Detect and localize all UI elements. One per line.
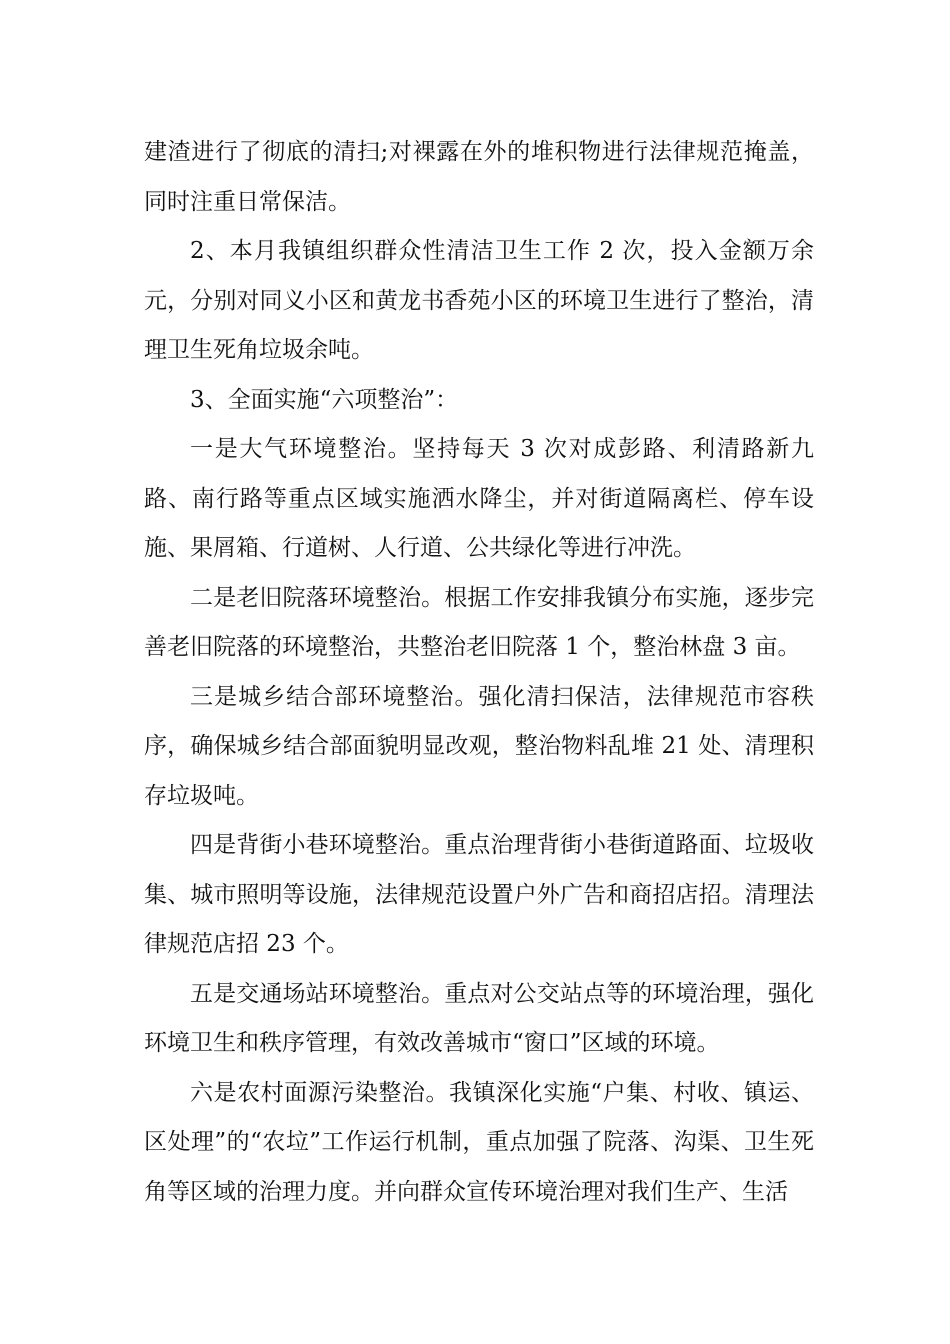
paragraph-old-courtyards: 二是老旧院落环境整治。根据工作安排我镇分布实施，逐步完善老旧院落的环境整治，共整治老旧院落 1 个，整治林盘 3 亩。	[144, 584, 814, 660]
paragraph-air-environment: 一是大气环境整治。坚持每天 3 次对成彭路、利清路新九路、南行路等重点区域实施洒水降尘，并对街道隔离栏、停车设施、果屑箱、行道树、人行道、公共绿化等进行冲洗。	[144, 436, 814, 561]
document-body	[144, 128, 814, 1217]
paragraph-item-3-heading: 3、全面实施“六项整治”：	[190, 386, 459, 413]
paragraph-item-2: 2、本月我镇组织群众性清洁卫生工作 2 次，投入金额万余元，分别对同义小区和黄龙书香苑小区的环境卫生进行了整治，清理卫生死角垃圾余吨。	[144, 238, 814, 363]
paragraph-rural-pollution: 六是农村面源污染整治。我镇深化实施“户集、村收、镇运、区处理”的“农垃”工作运行机制，重点加强了院落、沟渠、卫生死角等区域的治理力度。并向群众宣传环境治理对我们生产、生活	[144, 1079, 814, 1205]
paragraph-urban-rural-fringe: 三是城乡结合部环境整治。强化清扫保洁，法律规范市容秩序，确保城乡结合部面貌明显改观，整治物料乱堆 21 处、清理积存垃圾吨。	[144, 683, 814, 809]
paragraph-continuation: 建渣进行了彻底的清扫;对裸露在外的堆积物进行法律规范掩盖，同时注重日常保洁。	[144, 139, 814, 215]
paragraph-transport-stations: 五是交通场站环境整治。重点对公交站点等的环境治理，强化环境卫生和秩序管理，有效改善城市“窗口”区域的环境。	[144, 980, 814, 1056]
paragraph-back-streets: 四是背街小巷环境整治。重点治理背街小巷街道路面、垃圾收集、城市照明等设施，法律规范设置户外广告和商招店招。清理法律规范店招 23 个。	[144, 832, 814, 957]
